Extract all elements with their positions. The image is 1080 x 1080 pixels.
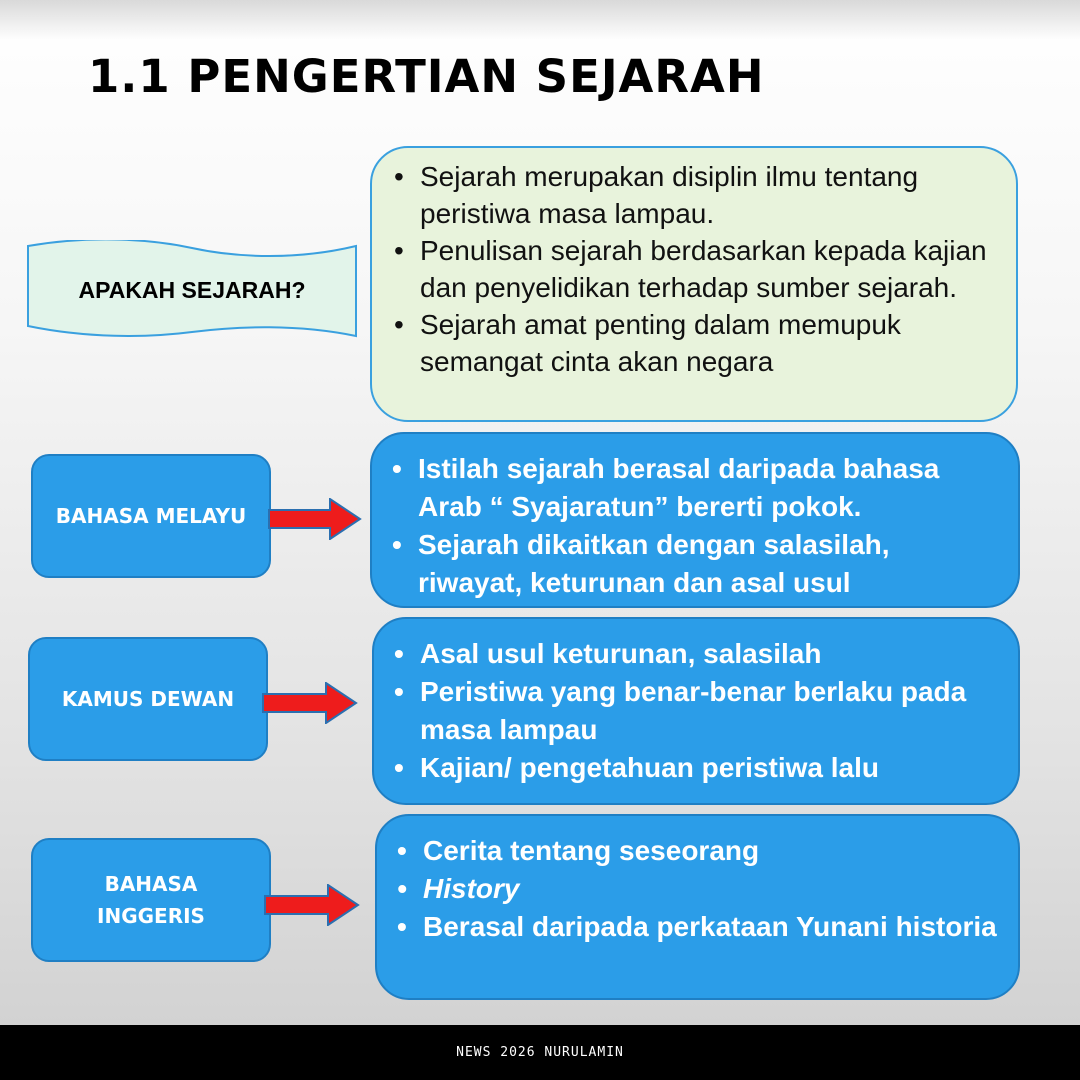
section-label: KAMUS DEWAN: [61, 687, 235, 711]
arrow-right-icon: [264, 884, 360, 926]
top-band: [0, 0, 1080, 40]
bahasa-melayu-list: [390, 450, 998, 602]
arrow-right-icon: [262, 682, 358, 724]
definition-list: [392, 158, 992, 380]
bahasa-inggeris-list: [395, 832, 998, 946]
definition-item: • Sejarah merupakan disiplin ilmu tentang peristiwa masa lampau.: [392, 158, 992, 232]
definition-item: • Sejarah amat penting dalam memupuk semangat cinta akan negara: [392, 306, 992, 380]
list-item: • Peristiwa yang benar-benar berlaku pada masa lampau: [392, 673, 998, 749]
bahasa-melayu-box: [370, 432, 1020, 608]
label-bahasa-inggeris: [31, 838, 271, 962]
list-item: • Istilah sejarah berasal daripada bahasa Arab “ Syajaratun” bererti pokok.: [390, 450, 998, 526]
page-title: 1.1 PENGERTIAN SEJARAH: [88, 50, 765, 103]
list-item: • Sejarah dikaitkan dengan salasilah, riwayat, keturunan dan asal usul: [390, 526, 998, 602]
label-bahasa-melayu: [31, 454, 271, 578]
label-kamus-dewan: [28, 637, 268, 761]
list-item: • History: [395, 870, 998, 908]
arrow-right-icon: [268, 498, 362, 540]
list-item: • Asal usul keturunan, salasilah: [392, 635, 998, 673]
bahasa-inggeris-box: [375, 814, 1020, 1000]
definition-item: • Penulisan sejarah berdasarkan kepada kajian dan penyelidikan terhadap sumber sejarah.: [392, 232, 992, 306]
question-label: APAKAH SEJARAH?: [78, 276, 306, 303]
kamus-dewan-list: [392, 635, 998, 787]
section-label: BAHASA MELAYU: [55, 504, 247, 528]
section-label: BAHASA INGGERIS: [97, 872, 205, 928]
question-banner: [26, 240, 358, 340]
list-item: • Cerita tentang seseorang: [395, 832, 998, 870]
list-item: • Berasal daripada perkataan Yunani historia: [395, 908, 998, 946]
footer-caption: NEWS 2026 NURULAMIN: [0, 1025, 1080, 1080]
list-item: • Kajian/ pengetahuan peristiwa lalu: [392, 749, 998, 787]
definition-box: [370, 146, 1018, 422]
kamus-dewan-box: [372, 617, 1020, 805]
